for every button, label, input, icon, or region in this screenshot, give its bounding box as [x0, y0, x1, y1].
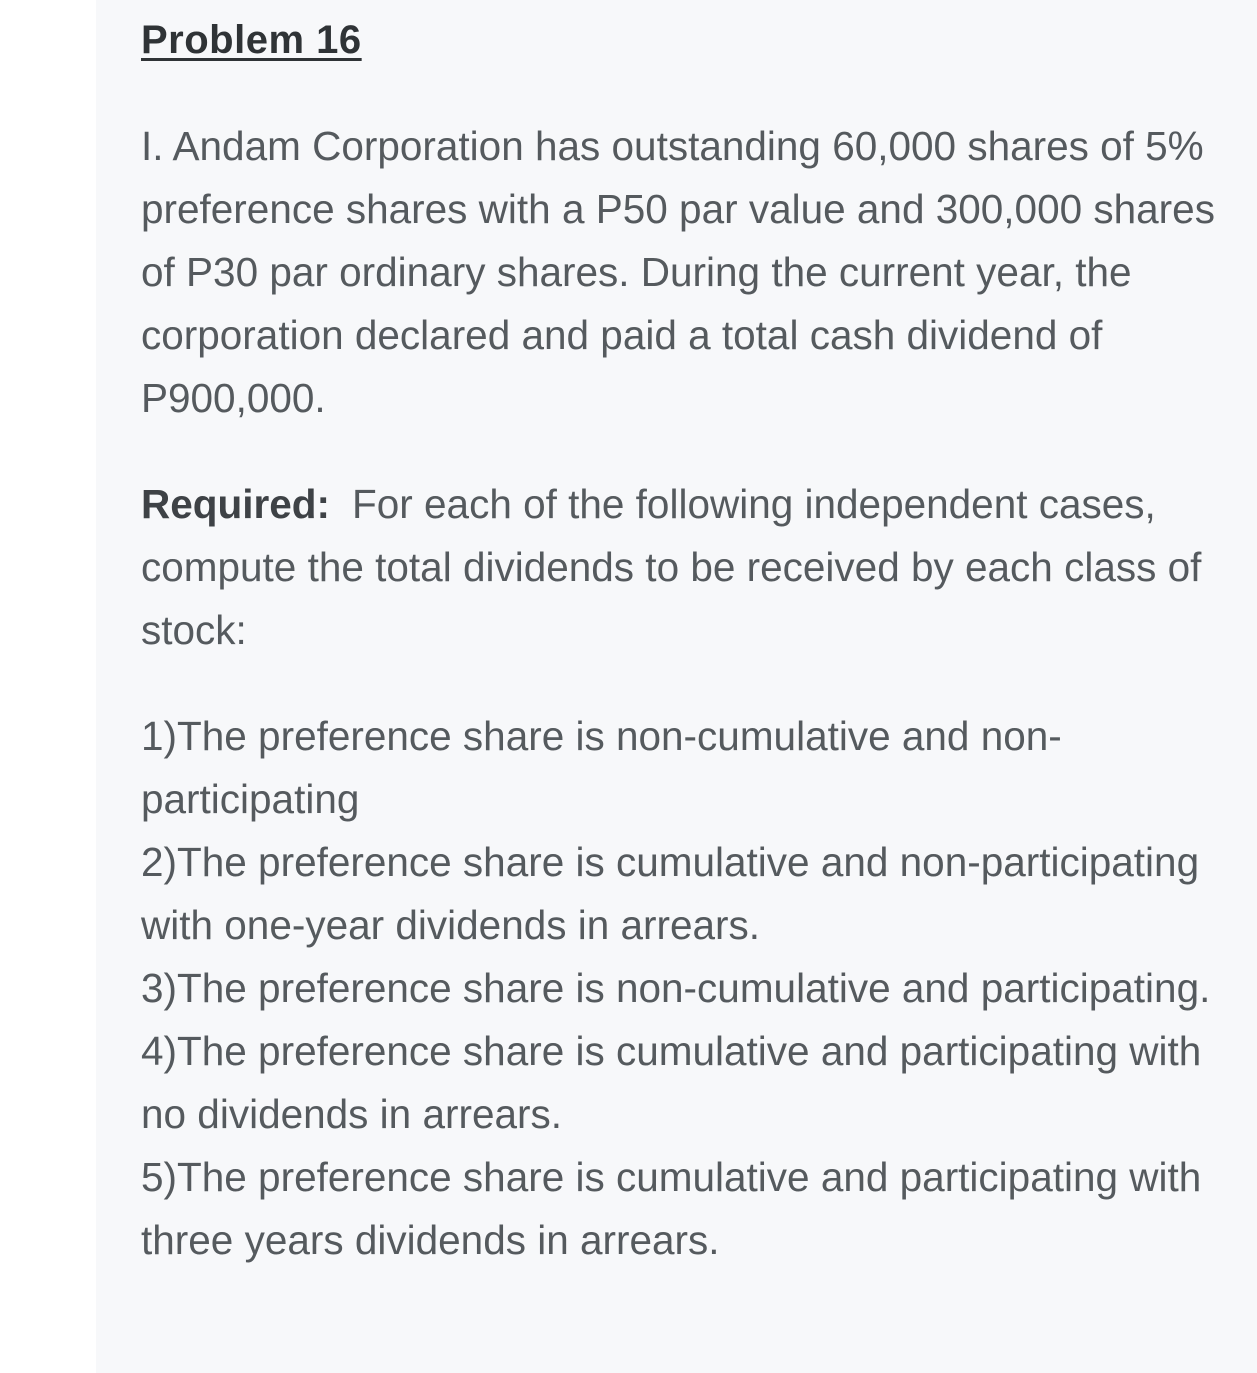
case-item-3 — [141, 957, 1221, 1020]
required-text: For each of the following independent cases, compute the total dividends to be received by each class of stock: — [141, 481, 1202, 653]
case-text: The preference share is cumulative and participating with no dividends in arrears. — [141, 1028, 1202, 1137]
case-item-5 — [141, 1146, 1221, 1272]
case-item-4 — [141, 1020, 1221, 1146]
required-label: Required: — [141, 481, 331, 527]
case-number: 1) — [141, 713, 178, 759]
case-item-2 — [141, 831, 1221, 957]
case-number: 2) — [141, 839, 178, 885]
case-number: 3) — [141, 965, 178, 1011]
case-item-1 — [141, 705, 1221, 831]
problem-intro-paragraph: I. Andam Corporation has outstanding 60,000 shares of 5% preference shares with a P50 par value and 300,000 shares of P30 par ordinary shares. During the current year, the corporation declared and paid a total cash dividend of P900,000. — [141, 123, 1215, 421]
case-number: 4) — [141, 1028, 178, 1074]
case-text: The preference share is non-cumulative and non-participating — [141, 713, 1062, 822]
required-paragraph — [141, 473, 1246, 662]
case-text: The preference share is cumulative and non-participating with one-year dividends in arrears. — [141, 839, 1200, 948]
case-list — [141, 705, 1221, 1272]
problem-title: Problem 16 — [141, 18, 362, 62]
case-text: The preference share is non-cumulative and participating. — [177, 965, 1211, 1011]
case-text: The preference share is cumulative and participating with three years dividends in arrears. — [141, 1154, 1202, 1263]
case-number: 5) — [141, 1154, 178, 1200]
